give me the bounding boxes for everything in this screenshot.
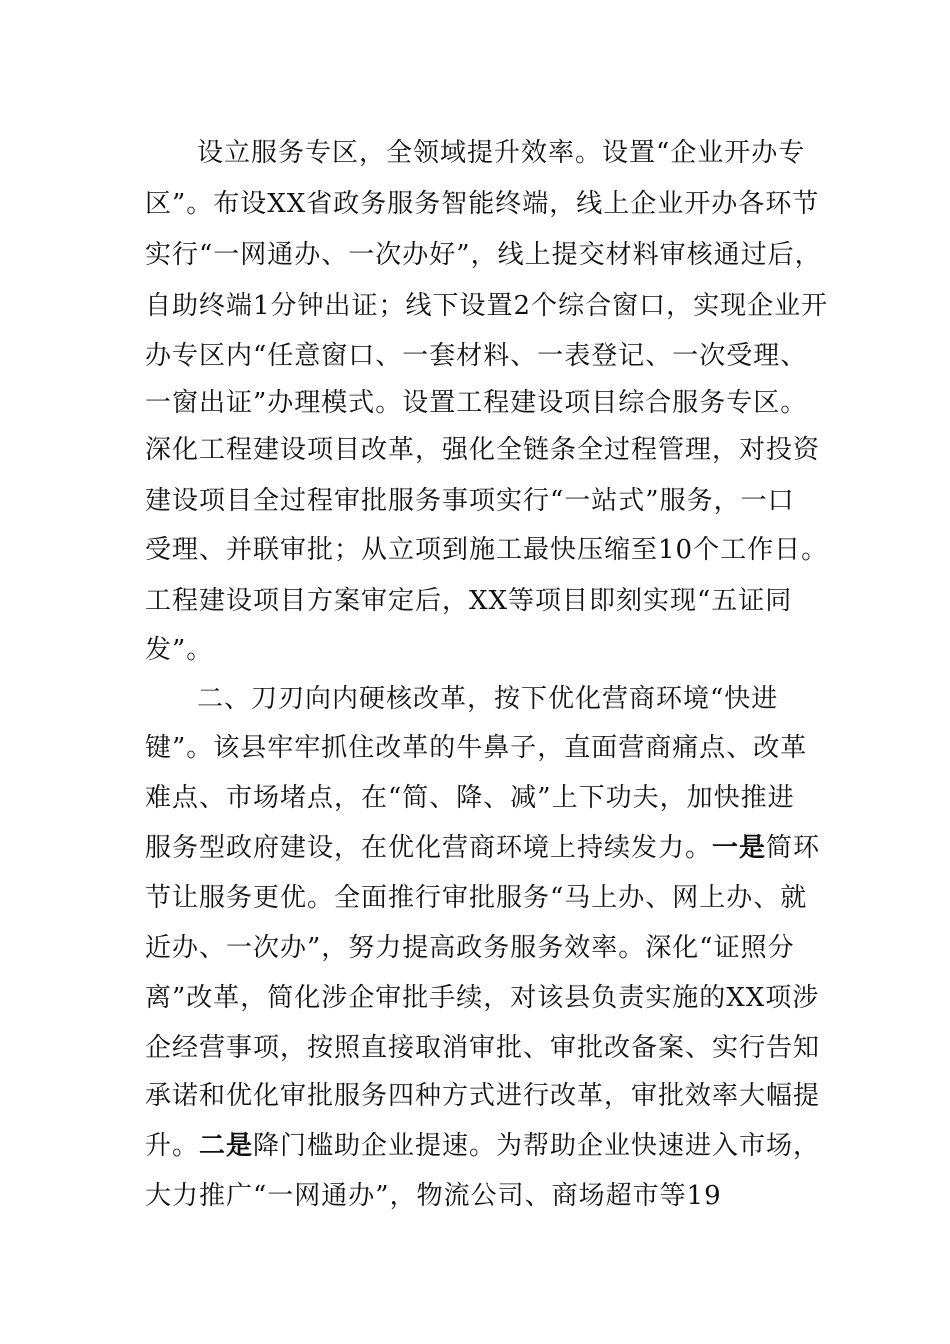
paragraph-2-line-5: 节让服务更优。全面推行审批服务“马上办、网上办、就 — [145, 883, 808, 913]
line-text-tail: 降门槛助企业提速。为帮助企业快速进入市场， — [253, 1131, 821, 1161]
list-marker-second: 二是 — [199, 1131, 254, 1161]
paragraph-1-line-4: 自助终端1分钟出证；线下设置2个综合窗口，实现企业开 — [145, 291, 829, 321]
paragraph-2-line-9: 承诺和优化审批服务四种方式进行改革，审批效率大幅提 — [145, 1081, 821, 1111]
paragraph-1-line-5: 办专区内“任意窗口、一套材料、一表登记、一次受理、 — [145, 341, 808, 371]
paragraph-2-line-1: 二、刀刃向内硬核改革，按下优化营商环境“快进 — [197, 684, 779, 714]
paragraph-1-line-1: 设立服务专区，全领域提升效率。设置“企业开办专 — [197, 138, 806, 168]
line-text: 升。 — [145, 1131, 200, 1161]
paragraph-1-line-2: 区”。布设XX省政务服务智能终端，线上企业开办各环节 — [145, 189, 820, 219]
paragraph-1-line-7: 深化工程建设项目改革，强化全链条全过程管理，对投资 — [145, 435, 821, 465]
paragraph-1-line-10: 工程建设项目方案审定后，XX等项目即刻实现“五证同 — [145, 586, 793, 616]
paragraph-2-line-4 — [145, 822, 821, 874]
line-text: 服务型政府建设，在优化营商环境上持续发力。 — [145, 833, 713, 863]
paragraph-2-line-11: 大力推广“一网通办”，物流公司、商场超市等19 — [145, 1181, 722, 1211]
paragraph-1-line-8: 建设项目全过程审批服务事项实行“一站式”服务，一口 — [145, 486, 795, 516]
paragraph-1-line-3: 实行“一网通办、一次办好”，线上提交材料审核通过后， — [145, 240, 822, 270]
paragraph-2-line-8: 企经营事项，按照直接取消审批、审批改备案、实行告知 — [145, 1033, 821, 1063]
paragraph-2-line-6: 近办、一次办”，努力提高政务服务效率。深化“证照分 — [145, 933, 795, 963]
paragraph-2-line-2: 键”。该县牢牢抓住改革的牛鼻子，直面营商痛点、改革 — [145, 733, 808, 763]
list-marker-first: 一是 — [712, 833, 767, 863]
paragraph-1-line-6: 一窗出证”办理模式。设置工程建设项目综合服务专区。 — [145, 388, 808, 418]
paragraph-2-line-7: 离”改革，简化涉企审批手续，对该县负责实施的XX项涉 — [145, 983, 820, 1013]
paragraph-2-line-10 — [145, 1120, 821, 1172]
paragraph-1-line-9: 受理、并联审批；从立项到施工最快压缩至10个工作日。 — [145, 535, 829, 565]
line-text-tail: 简环 — [766, 833, 821, 863]
paragraph-1-line-11: 发”。 — [145, 635, 214, 665]
paragraph-2-line-3: 难点、市场堵点，在“简、降、减”上下功夫，加快推进 — [145, 783, 795, 813]
